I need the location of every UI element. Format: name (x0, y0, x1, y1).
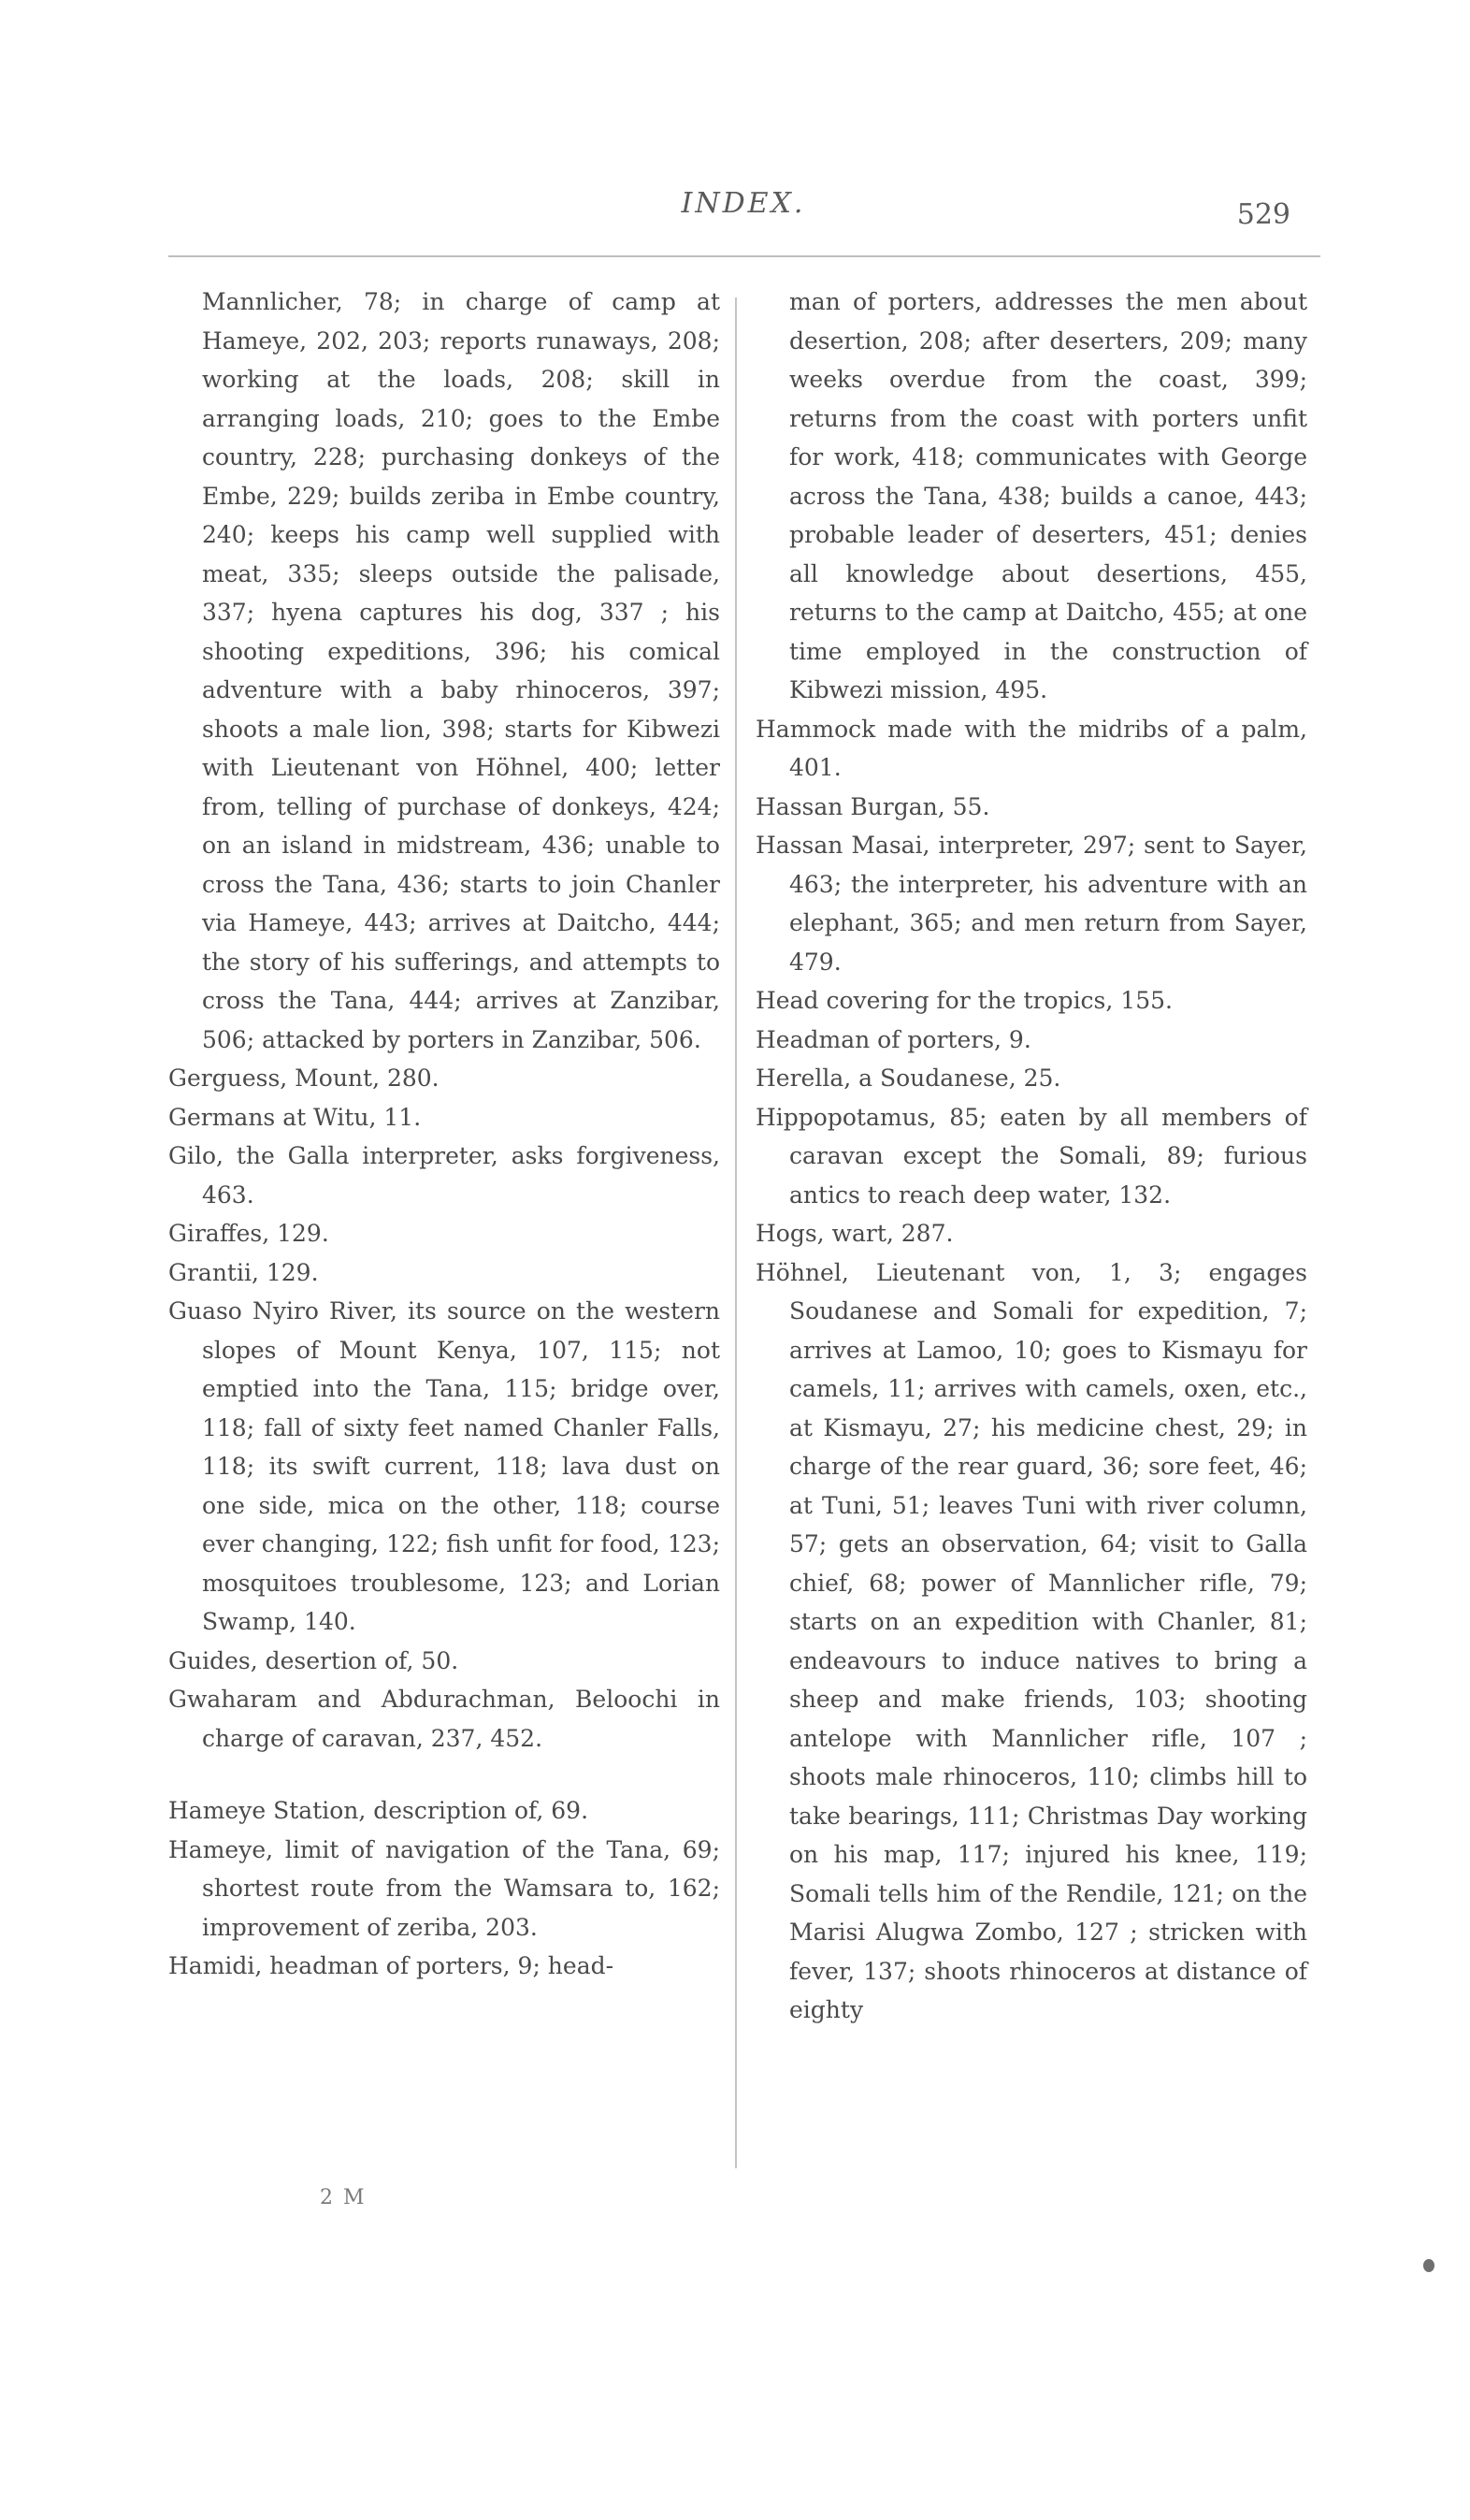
index-entry: Hippopotamus, 85; eaten by all members of caravan except the Somali, 89; furious antics to reach deep water, 132. (756, 1103, 1307, 1209)
index-entry: Hameye Station, description of, 69. (168, 1797, 589, 1824)
index-column-left (168, 282, 720, 1986)
index-entry: Head covering for the tropics, 155. (756, 987, 1173, 1014)
index-entry: Hamidi, headman of porters, 9; head- (168, 1952, 614, 1979)
index-entry: Gwaharam and Abdurachman, Beloochi in charge of caravan, 237, 452. (168, 1686, 720, 1752)
index-column-right (756, 282, 1307, 2030)
index-entry: Hogs, wart, 287. (756, 1220, 954, 1247)
index-entry: Mannlicher, 78; in charge of camp at Hameye, 202, 203; reports runaways, 208; working at the loads, 208; skill in arranging loads, 210; goes to the Embe country, 228; purchasing donkeys of the Embe, 229; builds zeriba in Embe country, 240; keeps his camp well supplied with meat, 335; sleeps outside the palisade, 337; hyena captures his dog, 337 ; his shooting expeditions, 396; his comical adventure with a baby rhinoceros, 397; shoots a male lion, 398; starts for Kibwezi with Lieutenant von Höhnel, 400; letter from, telling of purchase of donkeys, 424; on an island in midstream, 436; unable to cross the Tana, 436; starts to join Chanler via Hameye, 443; arrives at Daitcho, 444; the story of his sufferings, and attempts to cross the Tana, 444; arrives at Zanzibar, 506; attacked by porters in Zanzibar, 506. (202, 288, 720, 1053)
index-entry: Gerguess, Mount, 280. (168, 1064, 440, 1092)
page-number: 529 (1236, 198, 1290, 231)
column-divider (735, 297, 737, 2168)
index-entry: Hassan Burgan, 55. (756, 792, 990, 820)
letter-group-gap (168, 1758, 720, 1791)
index-entry: Herella, a Soudanese, 25. (756, 1064, 1061, 1092)
index-entry: Grantii, 129. (168, 1258, 319, 1286)
index-entry: Headman of porters, 9. (756, 1025, 1031, 1053)
index-entry: Guides, desertion of, 50. (168, 1646, 459, 1674)
ink-spot (1423, 2259, 1434, 2272)
index-entry: Hameye, limit of navigation of the Tana, 69; shortest route from the Wamsara to, 162; improvement of zeriba, 203. (168, 1835, 720, 1941)
index-entry: Germans at Witu, 11. (168, 1103, 422, 1131)
index-entry: Hammock made with the midribs of a palm, 401. (756, 715, 1307, 781)
index-entry: Guaso Nyiro River, its source on the western slopes of Mount Kenya, 107, 115; not emptied into the Tana, 115; bridge over, 118; fall of sixty feet named Chanler Falls, 118; its swift current, 118; lava dust on one side, mica on the other, 118; course ever changing, 122; fish unfit for food, 123; mosquitoes troublesome, 123; and Lorian Swamp, 140. (168, 1297, 720, 1635)
index-entry: Hassan Masai, interpreter, 297; sent to Sayer, 463; the interpreter, his adventure with an elephant, 365; and men return from Sayer, 479. (756, 832, 1307, 976)
index-entry: man of porters, addresses the men about desertion, 208; after deserters, 209; many weeks overdue from the coast, 399; returns from the coast with porters unfit for work, 418; communicates with George across the Tana, 438; builds a canoe, 443; probable leader of deserters, 451; denies all knowledge about desertions, 455, returns to the camp at Daitcho, 455; at one time employed in the construction of Kibwezi mission, 495. (789, 288, 1307, 703)
header-rule (168, 255, 1320, 257)
running-title: INDEX. (681, 187, 806, 220)
index-entry: Höhnel, Lieutenant von, 1, 3; engages Soudanese and Somali for expedition, 7; arrives at Lamoo, 10; goes to Kismayu for camels, 11; arrives with camels, oxen, etc., at Kismayu, 27; his medicine chest, 29; in charge of the rear guard, 36; sore feet, 46; at Tuni, 51; leaves Tuni with river column, 57; gets an observation, 64; visit to Galla chief, 68; power of Mannlicher rifle, 79; starts on an expedition with Chanler, 81; endeavours to induce natives to bring a sheep and make friends, 103; shooting antelope with Mannlicher rifle, 107 ; shoots male rhinoceros, 110; climbs hill to take bearings, 111; Christmas Day working on his map, 117; injured his knee, 119; Somali tells him of the Rendile, 121; on the Marisi Alugwa Zombo, 127 ; stricken with fever, 137; shoots rhinoceros at distance of eighty (756, 1258, 1307, 2023)
page-header (168, 187, 1319, 243)
index-entry: Gilo, the Galla interpreter, asks forgiveness, 463. (168, 1142, 720, 1209)
signature-mark: 2 M (320, 2186, 367, 2209)
index-entry: Giraffes, 129. (168, 1220, 329, 1247)
